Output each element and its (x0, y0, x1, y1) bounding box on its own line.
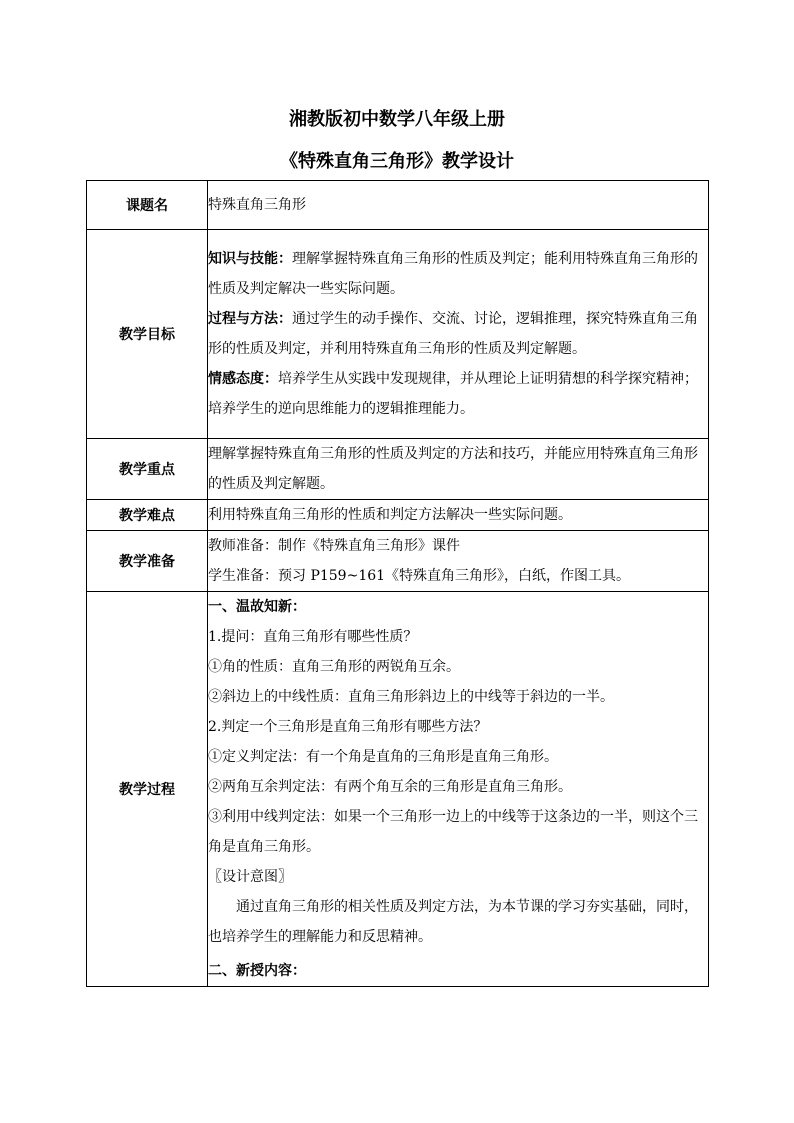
table-row-process (87, 592, 709, 987)
knowledge-text: 理解掌握特殊直角三角形的性质及判定；能利用特殊直角三角形的性质及判定解决一些实际问题。 (208, 251, 698, 297)
question-2-answer-c: ③利用中线判定法：如果一个三角形一边上的中线等于这条边的一半，则这个三角是直角三角形。 (208, 809, 698, 855)
question-2-answer-b: ②两角互余判定法：有两个角互余的三角形是直角三角形。 (208, 779, 572, 795)
key-points-text: 理解掌握特殊直角三角形的性质及判定的方法和技巧，并能应用特殊直角三角形的性质及判定解题。 (208, 439, 709, 500)
course-name-value: 特殊直角三角形 (208, 181, 709, 230)
table-row-difficulties (87, 500, 709, 531)
objective-process (208, 304, 708, 364)
row-label-difficulties: 教学难点 (87, 500, 208, 531)
objective-attitude (208, 364, 708, 424)
question-2-answer-a: ①定义判定法：有一个角是直角的三角形是直角三角形。 (208, 749, 558, 765)
question-1-answer-b: ②斜边上的中线性质：直角三角形斜边上的中线等于斜边的一半。 (208, 689, 614, 705)
row-label-key-points: 教学重点 (87, 439, 208, 500)
row-label-objectives: 教学目标 (87, 230, 208, 439)
lesson-plan-table (86, 180, 709, 987)
attitude-heading: 情感态度： (208, 371, 278, 387)
design-intent-heading: 〖设计意图〗 (208, 869, 292, 885)
question-1: 1.提问：直角三角形有哪些性质？ (208, 629, 418, 645)
table-row-key-points (87, 439, 709, 500)
question-2: 2.判定一个三角形是直角三角形有哪些方法？ (208, 719, 488, 735)
teacher-preparation: 教师准备：制作《特殊直角三角形》课件 (208, 538, 460, 554)
difficulties-text: 利用特殊直角三角形的性质和判定方法解决一些实际问题。 (208, 500, 709, 531)
process-text: 通过学生的动手操作、交流、讨论，逻辑推理，探究特殊直角三角形的性质及判定，并利用特殊直角三角形的性质及判定解题。 (208, 311, 698, 357)
table-row-objectives (87, 230, 709, 439)
question-1-answer-a: ①角的性质：直角三角形的两锐角互余。 (208, 659, 460, 675)
section-new-content-heading: 二、新授内容： (208, 963, 306, 979)
design-intent-text: 通过直角三角形的相关性质及判定方法，为本节课的学习夯实基础，同时，也培养学生的理解能力和反思精神。 (208, 899, 698, 945)
document-subtitle: 《特殊直角三角形》教学设计 (280, 151, 514, 172)
student-preparation: 学生准备：预习 P159~161《特殊直角三角形》，白纸，作图工具。 (208, 568, 631, 584)
row-label-course-name: 课题名 (87, 181, 208, 230)
document-title: 湘教版初中数学八年级上册 (289, 109, 505, 130)
process-content (208, 592, 709, 987)
objectives-content (208, 230, 709, 439)
preparation-content (208, 531, 709, 592)
row-label-preparation: 教学准备 (87, 531, 208, 592)
section-review-heading: 一、温故知新： (208, 599, 306, 615)
table-row-course-name (87, 181, 709, 230)
objective-knowledge (208, 244, 708, 304)
table-row-preparation (87, 531, 709, 592)
row-label-process: 教学过程 (87, 592, 208, 987)
process-heading: 过程与方法： (208, 311, 292, 327)
knowledge-heading: 知识与技能： (208, 251, 292, 267)
attitude-text: 培养学生从实践中发现规律，并从理论上证明猜想的科学探究精神；培养学生的逆向思维能力的逻辑推理能力。 (208, 371, 698, 417)
